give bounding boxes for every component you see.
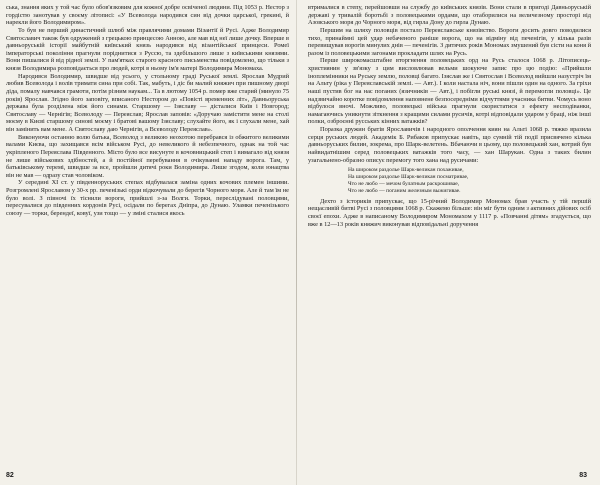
poem-line: Что не любо — поганим железным выжигивае.: [348, 187, 461, 194]
paragraph: То був не перший династичний шлюб між правлячими домами Візантії й Русі. Адже Володимир Святославич також був одружений з грецькою принцесою Анною, але мав від неї лише дочку. Вперше в давньоруській історії майбутній київський князь народився від візантійської принцеси. Ромеї імператорські покоління прагнули поріднитися з Руссю, та здебільшого лише з київськими князями. Вони пишалися й від рідної землі. У пам'ятках старого красного письменства повідомлено, що тільки з князя Володимира розповідається про людей, котрі в ньому ім'я матері Володимира Мономаха.: [6, 26, 289, 72]
paragraph: У середині XI ст. у південноруських степах відбувалася заміна одних кочових племен іншими. Розгромлені Ярославом у 30-х рр. печенізькі орди відкочували до берегів Чорного моря. Але й там їм не було волі. З півночі їх тіснили вороги, прийшлі з-за Волги. Торки, переслідувані половцями, пересувалися до південних кордонів Русі, осідали по берегах Дніпра, до Дунаю. Уламки печенізького союзу — торки, берендеї, ковуї, узи тощо — у зміні сталися якось: [6, 179, 289, 217]
paragraph: Виконуючи останню волю батька, Всеволод з великою неохотою перебрався із обжитого великими валами Києва, що захищався всім військом Русі, до невеликого й небезпечного, однак на той час укріпленого Переяслава Південного. Місто було все висунуте в кочовницький степ і вимагало від князя не лише військових здібностей, а й постійної перебування в очікуванні нападу ворога. Там, у батьківському теремі, швидше за все, пройшли дитячі роки Володимира. Лише згодом, коли юнацтва він не мав — одразу став чоловіком.: [6, 133, 289, 179]
paragraph: Першим на шляху половців постало Переяславське князівство. Вороги досить довго поводилися тихо, принаймні цей удар небаченого раніше ворога, що на відміну від печенігів, у кілька разів перевищував ворогів минулих днів — печенігів. З дитячих років Мономах змушений був сісти на коня й разом із половецькими загонами прокладати шлях на Русь.: [308, 26, 591, 57]
left-page: [6, 4, 289, 480]
paragraph: Перше широкомасштабне вторгнення половецьких орд на Русь сталося 1068 р. Літописець-християнин у зв'язку з цим висловлював вельми шокуюче запис про цю подію: «Прийшли іноплемінники на Руську землю, половці багато. Ізяслав же і Святослав і Всеволод вийшли назустріч їм на Альту (ріка у Переяславській землі. — Авт.). І коли настала ніч, вони пішли один на одного. За гріхи наші пустив бог на нас поганих (язичників — Авт.), і побігли руські князі, й перемогли половці». Це надзвичайно коротке повідомлення наповнене безпосередніми відчуттями учасника битви. Чомусь воно відбулося вночі. Можливо, половецькі війська прагнули скористатися з ефекту несподіванки, намагаючись уникнути зіткнення з кращими силами русичів, котрі відповідали ударом у браці, ніж інші полки, озброєнні русських кінних ватажків?: [308, 57, 591, 126]
paragraph: Дехто з істориків припускає, що 15-річний Володимир Мономах брав участь у тій першій нещасливій битві Русі з половцями 1068 р. Скажемо більше: він міг бути одним з активних дійових осіб своєї епохи. Адже в написаному Володимиром Мономахом у 1117 р. «Повчанні дітям» згадується, що вже в 12—13 років княжич виконував відповідальні доручення: [308, 197, 591, 228]
paragraph: Народився Володимир, швидше від усього, у стольному граді Руської землі. Ярослав Мудрий любив Всеволода і волів тримати сина при собі. Так, мабуть, і діс би малий княжич при пишному дворі діда, помалу навчався грамоти, потім різним наукам... Та в лютому 1054 р. помер вже старий (минуло 75 років) Ярослав. Згідно його заповіту, вписаного Нестором до «Повісті временних літ», Давньоруська держава була розділена між його синами. Старшому — Ізяславу — дісталися Київ і Новгород; Святославу — Чернігів; Всеволоду — Переяслав; Ярослав заповів: «Доручаю замістити мене на столі моєму в Києві старшому синові моєму і братові вашому Ізяславу; слухайте його, як і слухали мене, хай він замінить вам мене. А Святославу даю Чернігів, а Всеволоду Переяслав».: [6, 72, 289, 133]
page-number: 82: [6, 472, 14, 480]
poem-line: На широком раздолье Шарк-великан посматривае,: [348, 174, 469, 181]
poem-line: Что не любо — мечом булатным раскрошивае,: [348, 180, 460, 187]
page-number: 83: [579, 472, 587, 480]
poem-line: На широком раздолье Шарк-великан похаживае,: [348, 167, 464, 174]
right-page: [308, 4, 591, 480]
paragraph: втрималися в степу, перейшовши на службу до київських князів. Вони стали в пригоді Давньоруській державі у тривалій боротьбі з половецькими ордами, що отаборилися на величезному просторі від Азовського моря до Чорного моря, від гирла Дону до гирла Дунаю.: [308, 4, 591, 27]
book-gutter: [296, 0, 297, 485]
paragraph: Поразка дружин братів Ярославичів і народного ополчення киян на Альті 1068 р. тяжко вразила серця руських людей. Академік Б. Рибаков припускає навіть, що сумній тій події присвячено кілька давньоруських билин, зокрема, про Шарк-велетень. Вбачаючи в цьому, що половецький хан, котрий був найвидатнішим серед половецьких ватажків того часу, — хан Шарукан. Одна з таких билин узагальнено-образно описує перемогу того хана над русичами:: [308, 126, 591, 164]
bylina-poem: [348, 167, 591, 195]
paragraph: ська, знання яких у той час було обов'язковим для кожної добре освіченої людини. Під 1053 р. Нестор з гордістю занотував у своєму літописі: «У Всеволода народився син від дочки царської, грекині, й нарекли його Володимиром».: [6, 4, 289, 27]
